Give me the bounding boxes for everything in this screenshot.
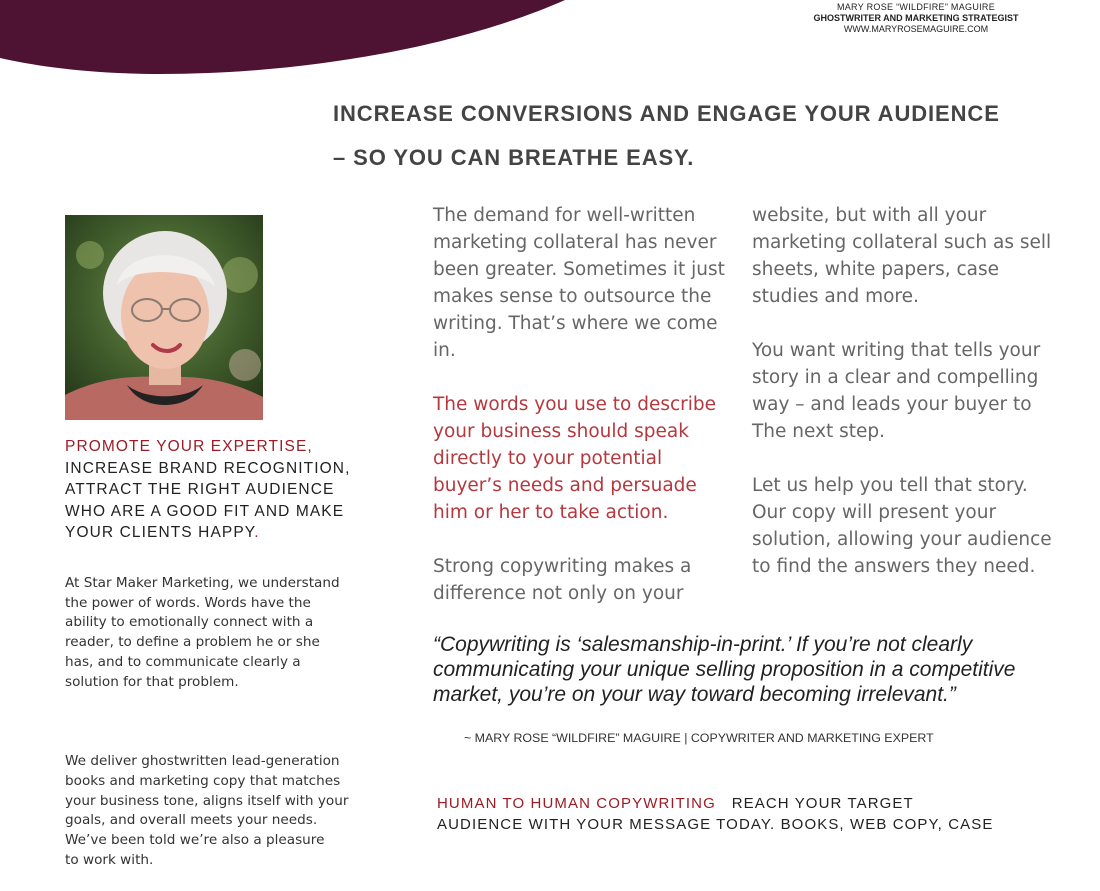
text-line: At Star Maker Marketing, we understand — [65, 574, 340, 591]
body-column-2 — [752, 202, 1072, 580]
brand-block — [800, 2, 1032, 34]
text-line: difference not only on your — [433, 583, 684, 604]
text-line: website, but with all your — [752, 205, 987, 226]
text-line: Strong copywriting makes a — [433, 556, 692, 577]
text-line: studies and more. — [752, 286, 919, 307]
text-line: Our copy will present your — [752, 502, 997, 523]
text-line: sheets, white papers, case — [752, 259, 1000, 280]
highlight-line: buyer’s needs and persuade — [433, 475, 697, 496]
text-line: to find the answers they need. — [752, 556, 1036, 577]
intro-text — [65, 554, 355, 891]
promo-line: INCREASE BRAND RECOGNITION, — [65, 459, 351, 477]
quote-line: communicating your unique selling proposition in a competitive — [433, 658, 1016, 681]
text-line: The demand for well-written — [433, 205, 696, 226]
text-line: story in a clear and compelling — [752, 367, 1039, 388]
brand-role: GHOSTWRITER AND MARKETING STRATEGIST — [813, 13, 1019, 23]
highlight-line: directly to your potential — [433, 448, 663, 469]
bottom-heading: REACH YOUR TARGET — [731, 795, 914, 812]
header-swoosh — [0, 0, 580, 80]
bottom-section-heading — [437, 793, 993, 835]
text-line: Let us help you tell that story. — [752, 475, 1028, 496]
highlight-line: The words you use to describe — [433, 394, 717, 415]
text-line: goals, and overall meets your needs. — [65, 812, 318, 829]
text-line: marketing collateral such as sell — [752, 232, 1052, 253]
promo-line: ATTRACT THE RIGHT AUDIENCE — [65, 481, 335, 498]
quote-attribution: ~ MARY ROSE “WILDFIRE” MAGUIRE | COPYWRITER AND MARKETING EXPERT — [464, 731, 934, 745]
headline-line-1: INCREASE CONVERSIONS AND ENGAGE YOUR AUDIENCE — [333, 101, 1000, 126]
text-line: solution, allowing your audience — [752, 529, 1052, 550]
text-line: reader, to define a problem he or she — [65, 634, 320, 651]
headline-line-2: – SO YOU CAN BREATHE EASY. — [333, 145, 695, 170]
text-line: writing. That’s where we come — [433, 313, 718, 334]
text-line: You want writing that tells your — [752, 340, 1041, 361]
text-line: your business tone, aligns itself with your — [65, 792, 349, 809]
pull-quote — [433, 632, 1073, 707]
highlight-line: him or her to take action. — [433, 502, 669, 523]
brand-website[interactable]: WWW.MARYROSEMAGUIRE.COM — [843, 24, 989, 34]
bottom-red-heading: HUMAN TO HUMAN COPYWRITING — [437, 795, 716, 812]
portrait-photo — [65, 215, 263, 420]
text-line: to work with. — [65, 851, 154, 868]
text-line: We deliver ghostwritten lead-generation — [65, 752, 340, 769]
promo-line — [65, 522, 365, 544]
quote-line: “Copywriting is ‘salesmanship-in-print.’ If you’re not clearly — [433, 633, 973, 656]
text-line: makes sense to outsource the — [433, 286, 712, 307]
text-line: has, and to communicate clearly a — [65, 653, 301, 670]
highlight-line: your business should speak — [433, 421, 689, 442]
bottom-heading-line-2: AUDIENCE WITH YOUR MESSAGE TODAY. BOOKS, WEB COPY, CASE — [437, 816, 994, 833]
promo-red-line: PROMOTE YOUR EXPERTISE, — [65, 438, 313, 455]
brand-name: MARY ROSE “WILDFIRE” MAGUIRE — [836, 2, 996, 12]
quote-line: market, you’re on your way toward becoming irrelevant.” — [433, 683, 956, 706]
text-line: solution for that problem. — [65, 673, 239, 690]
text-line: been greater. Sometimes it just — [433, 259, 725, 280]
text-line: the power of words. Words have the — [65, 594, 311, 611]
text-line: The next step. — [752, 421, 886, 442]
body-column-1 — [433, 202, 733, 607]
text-line: We’ve been told we’re also a pleasure — [65, 832, 325, 849]
promo-last-punct: . — [254, 524, 260, 541]
text-line: way – and leads your buyer to — [752, 394, 1032, 415]
promo-line: WHO ARE A GOOD FIT AND MAKE — [65, 502, 345, 520]
text-line: marketing collateral has never — [433, 232, 717, 253]
promo-heading — [65, 436, 365, 544]
page-headline — [333, 92, 1053, 180]
text-line: in. — [433, 340, 456, 361]
promo-last-text: YOUR CLIENTS HAPPY — [65, 524, 255, 541]
text-line: ability to emotionally connect with a — [65, 614, 314, 631]
text-line: books and marketing copy that matches — [65, 772, 341, 789]
